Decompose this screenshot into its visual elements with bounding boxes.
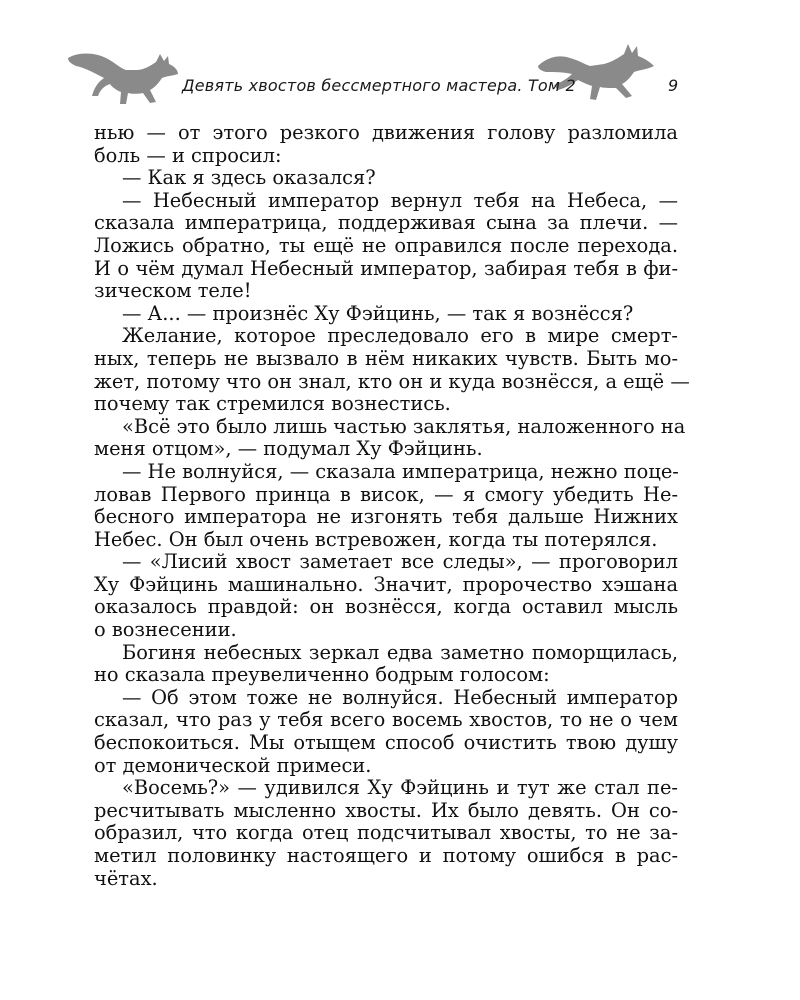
text-line: Ху Фэйцинь машинально. Значит, пророчество хэшана <box>94 572 678 596</box>
text-line: почему так стремился вознестись. <box>94 392 451 416</box>
text-line: метил половинку настоящего и потому ошибся в рас- <box>94 844 678 867</box>
fox-icon <box>64 44 180 106</box>
text-line: боль — и спросил: <box>94 143 282 167</box>
text-line: И о чём думал Небесный император, забирая тебя в фи- <box>94 256 678 280</box>
text-line: чётах. <box>94 866 158 890</box>
text-line: «Восемь?» — удивился Ху Фэйцинь и тут же стал пе- <box>122 776 678 800</box>
text-line: сказал, что раз у тебя всего восемь хвостов, то не о чем <box>94 708 678 732</box>
running-title: Девять хвостов бессмертного мастера. Том 2 <box>182 76 576 95</box>
text-line: образил, что когда отец подсчитывал хвосты, то не за- <box>94 821 678 845</box>
text-line: нью — от этого резкого движения голову разломила <box>94 121 678 144</box>
text-line: от демонической примеси. <box>94 753 372 777</box>
text-line: бесного императора не изгонять тебя дальше Нижних <box>94 505 678 529</box>
text-line: оказалось правдой: он вознёсся, когда оставил мысль <box>94 595 678 619</box>
text-line: ресчитывать мысленно хвосты. Их было девять. Он со- <box>94 798 678 822</box>
text-line: ных, теперь не вызвало в нём никаких чувств. Быть мо- <box>94 346 678 370</box>
page-header <box>0 0 800 110</box>
text-line: жет, потому что он знал, кто он и куда вознёсся, а ещё — <box>94 369 690 393</box>
text-line: — Как я здесь оказался? <box>122 166 376 190</box>
body-text <box>94 121 690 890</box>
text-line: Желание, которое преследовало его в мире смерт- <box>122 324 678 348</box>
text-line: зическом теле! <box>94 279 252 303</box>
text-line: Богиня небесных зеркал едва заметно поморщилась, <box>122 640 678 664</box>
text-line: беспокоиться. Мы отыщем способ очистить твою душу <box>94 731 678 755</box>
text-line: ловав Первого принца в висок, — я смогу убедить Не- <box>94 482 678 506</box>
text-line: о вознесении. <box>94 618 237 642</box>
text-line: — А... — произнёс Ху Фэйцинь, — так я вознёсся? <box>122 301 634 325</box>
fox-left-silhouette <box>68 54 178 105</box>
text-line: но сказала преувеличенно бодрым голосом: <box>94 663 550 687</box>
text-line: — Не волнуйся, — сказала императрица, нежно поце- <box>122 459 679 483</box>
text-line: Небес. Он был очень встревожен, когда ты потерялся. <box>94 527 658 551</box>
page-number: 9 <box>668 76 679 95</box>
text-line: — Небесный император вернул тебя на Небеса, — <box>122 188 678 212</box>
text-line: сказала императрица, поддерживая сына за плечи. — <box>94 211 678 235</box>
text-line: — «Лисий хвост заметает все следы», — проговорил <box>122 550 678 574</box>
text-line: — Об этом тоже не волнуйся. Небесный император <box>122 685 678 709</box>
text-line: «Всё это было лишь частью заклятья, наложенного на <box>122 414 686 438</box>
text-line: меня отцом», — подумал Ху Фэйцинь. <box>94 437 483 461</box>
text-line: Ложись обратно, ты ещё не оправился после перехода. <box>94 233 678 257</box>
